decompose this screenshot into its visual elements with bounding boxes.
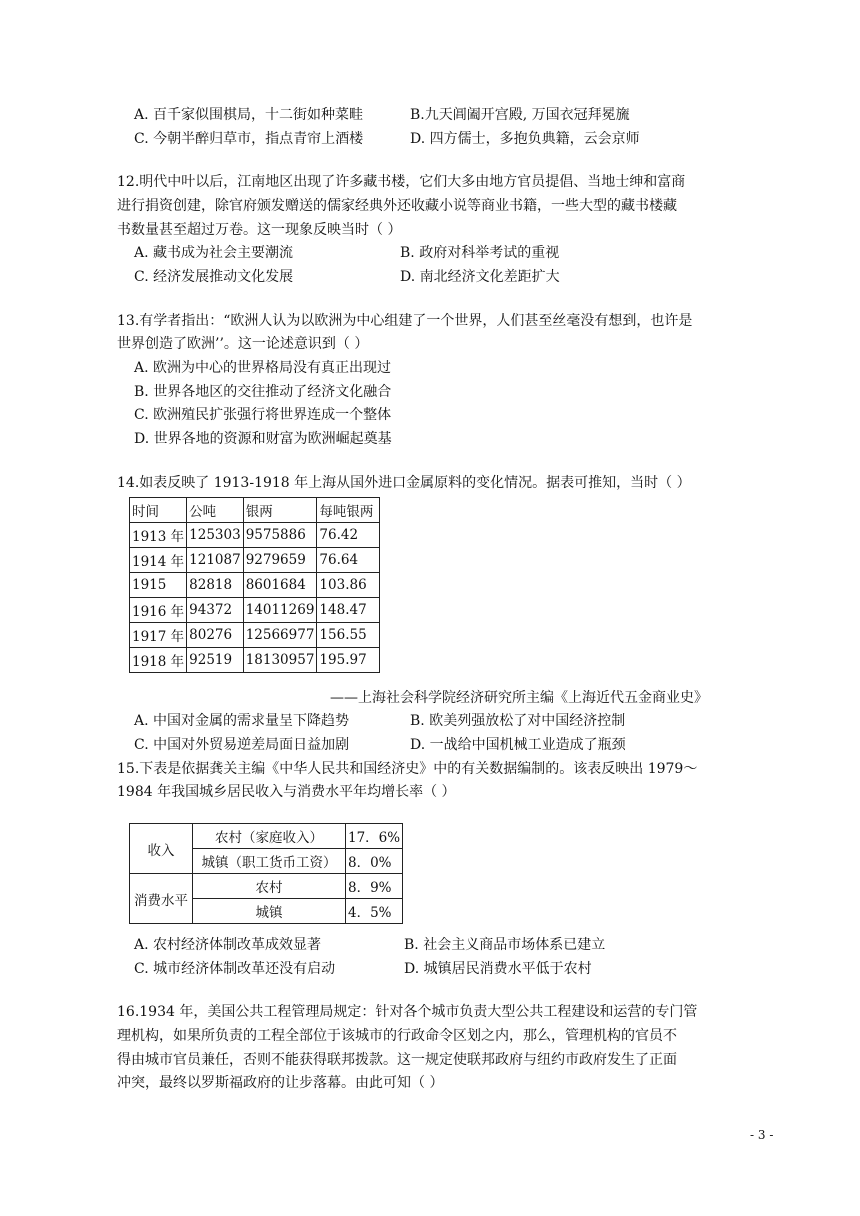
table-row bbox=[130, 548, 380, 573]
table-cell: 125303 bbox=[187, 523, 244, 548]
table-row bbox=[130, 874, 403, 899]
q12-text-line3: 书数量甚至超过万卷。这一现象反映当时（ ） bbox=[117, 222, 402, 238]
q16-text-line2: 理机构，如果所负责的工程全部位于该城市的行政命令区划之内，那么，管理机构的官员不 bbox=[117, 1028, 677, 1044]
table-cell: 城镇 bbox=[193, 899, 346, 924]
table-cell: 8601684 bbox=[243, 573, 317, 598]
table-cell: 12566977 bbox=[243, 623, 317, 648]
q15-option-d: D. 城镇居民消费水平低于农村 bbox=[404, 961, 592, 977]
table-cell: 80276 bbox=[187, 623, 244, 648]
q13-option-a: A. 欧洲为中心的世界格局没有真正出现过 bbox=[134, 360, 392, 376]
table-cell: 城镇（职工货币工资） bbox=[193, 849, 346, 874]
table-cell-consumption: 消费水平 bbox=[130, 874, 193, 924]
table-cell: 14011269 bbox=[243, 598, 317, 623]
table-cell: 4．5% bbox=[346, 899, 403, 924]
table-row bbox=[130, 648, 380, 673]
table-cell: 18130957 bbox=[243, 648, 317, 673]
q14-table bbox=[129, 497, 380, 673]
table-header: 时间 bbox=[130, 498, 187, 523]
table-cell: 农村 bbox=[193, 874, 346, 899]
page-number: - 3 - bbox=[750, 1128, 774, 1142]
q15-table bbox=[129, 823, 403, 924]
table-cell: 94372 bbox=[187, 598, 244, 623]
q16-text-line1: 16.1934 年，美国公共工程管理局规定：针对各个城市负责大型公共工程建设和运营的专门管 bbox=[117, 1004, 698, 1020]
table-row bbox=[130, 523, 380, 548]
q11-option-a: A. 百千家似围棋局，十二街如种菜畦 bbox=[134, 107, 364, 123]
q15-option-b: B. 社会主义商品市场体系已建立 bbox=[404, 937, 606, 953]
table-cell: 195.97 bbox=[317, 648, 380, 673]
q14-option-c: C. 中国对外贸易逆差局面日益加剧 bbox=[134, 737, 350, 753]
table-row bbox=[130, 623, 380, 648]
q13-text-line2: 世界创造了欧洲’’。这一论述意识到（ ） bbox=[117, 336, 369, 352]
q12-option-a: A. 藏书成为社会主要潮流 bbox=[134, 245, 294, 261]
table-cell: 1917 年 bbox=[130, 623, 187, 648]
q12-option-d: D. 南北经济文化差距扩大 bbox=[400, 269, 560, 285]
table-cell: 1914 年 bbox=[130, 548, 187, 573]
q16-text-line4: 冲突，最终以罗斯福政府的让步落幕。由此可知（ ） bbox=[117, 1075, 444, 1091]
table-cell: 92519 bbox=[187, 648, 244, 673]
q15-option-c: C. 城市经济体制改革还没有启动 bbox=[134, 961, 336, 977]
q11-option-d: D. 四方儒士，多抱负典籍，云会京师 bbox=[410, 131, 640, 147]
q11-option-b: B.九天阊阖开宫殿, 万国衣冠拜冕旒 bbox=[410, 107, 630, 123]
q16-text-line3: 得由城市官员兼任，否则不能获得联邦拨款。这一规定使联邦政府与纽约市政府发生了正面 bbox=[117, 1052, 677, 1068]
table-cell: 8．9% bbox=[346, 874, 403, 899]
q14-text-line1: 14.如表反映了 1913-1918 年上海从国外进口金属原料的变化情况。据表可推知，当时（ ） bbox=[117, 475, 691, 491]
q15-option-a: A. 农村经济体制改革成效显著 bbox=[134, 937, 322, 953]
table-cell: 8．0% bbox=[346, 849, 403, 874]
table-cell: 76.42 bbox=[317, 523, 380, 548]
q13-text-line1: 13.有学者指出：“欧洲人认为以欧洲为中心组建了一个世界，人们甚至丝毫没有想到，也许是 bbox=[117, 313, 693, 329]
table-cell: 76.64 bbox=[317, 548, 380, 573]
table-cell: 1913 年 bbox=[130, 523, 187, 548]
table-cell: 148.47 bbox=[317, 598, 380, 623]
q15-text-line2: 1984 年我国城乡居民收入与消费水平年均增长率（ ） bbox=[117, 784, 456, 800]
table-cell: 农村（家庭收入） bbox=[193, 824, 346, 849]
q13-option-b: B. 世界各地区的交往推动了经济文化融合 bbox=[134, 384, 392, 400]
table-cell: 9279659 bbox=[243, 548, 317, 573]
q14-option-b: B. 欧美列强放松了对中国经济控制 bbox=[410, 713, 626, 729]
q13-option-d: D. 世界各地的资源和财富为欧洲崛起奠基 bbox=[134, 431, 392, 447]
table-cell-income: 收入 bbox=[130, 824, 193, 874]
q12-option-b: B. 政府对科举考试的重视 bbox=[400, 245, 560, 261]
q11-option-c: C. 今朝半醉归草市，指点青帘上酒楼 bbox=[134, 131, 364, 147]
q14-option-d: D. 一战给中国机械工业造成了瓶颈 bbox=[410, 737, 626, 753]
q12-option-c: C. 经济发展推动文化发展 bbox=[134, 269, 294, 285]
table-header: 每吨银两 bbox=[317, 498, 380, 523]
q14-option-a: A. 中国对金属的需求量呈下降趋势 bbox=[134, 713, 350, 729]
table-row bbox=[130, 824, 403, 849]
table-cell: 1915 bbox=[130, 573, 187, 598]
table-cell: 9575886 bbox=[243, 523, 317, 548]
table-cell: 1916 年 bbox=[130, 598, 187, 623]
q15-text-line1: 15.下表是依据龚关主编《中华人民共和国经济史》中的有关数据编制的。该表反映出 1979～ bbox=[117, 761, 698, 777]
q14-source-citation: ——上海社会科学院经济研究所主编《上海近代五金商业史》 bbox=[330, 690, 708, 706]
table-header: 公吨 bbox=[187, 498, 244, 523]
table-cell: 156.55 bbox=[317, 623, 380, 648]
table-row bbox=[130, 598, 380, 623]
q13-option-c: C. 欧洲殖民扩张强行将世界连成一个整体 bbox=[134, 407, 392, 423]
table-cell: 1918 年 bbox=[130, 648, 187, 673]
table-header: 银两 bbox=[243, 498, 317, 523]
table-cell: 17．6% bbox=[346, 824, 403, 849]
table-cell: 121087 bbox=[187, 548, 244, 573]
table-header-row bbox=[130, 498, 380, 523]
q12-text-line1: 12.明代中叶以后，江南地区出现了许多藏书楼，它们大多由地方官员提倡、当地士绅和富商 bbox=[117, 174, 686, 190]
table-cell: 103.86 bbox=[317, 573, 380, 598]
table-row bbox=[130, 573, 380, 598]
q12-text-line2: 进行捐资创建，除官府颁发赠送的儒家经典外还收藏小说等商业书籍，一些大型的藏书楼藏 bbox=[117, 198, 677, 214]
table-cell: 82818 bbox=[187, 573, 244, 598]
